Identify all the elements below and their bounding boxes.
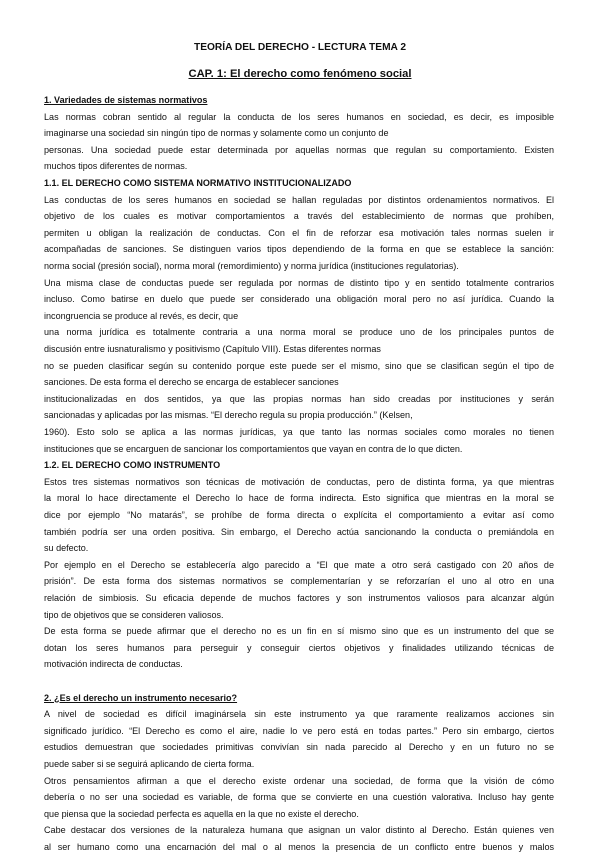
section-heading: 1.1. EL DERECHO COMO SISTEMA NORMATIVO INSTITUCIONALIZADO bbox=[44, 178, 352, 188]
text-line: muchos tipos diferentes de normas. bbox=[44, 161, 188, 172]
text-line: imaginarse una sociedad sin ningún tipo de normas y solamente como un conjunto de bbox=[44, 128, 389, 139]
text-line: que piensa que la sociedad perfecta es aquella en la que no existe el derecho. bbox=[44, 808, 359, 819]
text-line: Una misma clase de conductas puede ser regulada por normas de distinto tipo y en sentido totalmente contrarios bbox=[44, 277, 554, 288]
text-line: motivación indirecta de conductas. bbox=[44, 659, 183, 670]
text-line: su defecto. bbox=[44, 543, 89, 554]
text-line: puede saber si se seguirá aplicando de cierta forma. bbox=[44, 759, 255, 769]
text-line: dotan los seres humanos para perseguir y conseguir ciertos objetivos y finalidades utilizando técnicas de bbox=[44, 642, 554, 653]
text-line: sancionadas y aplicadas por las mismas. “El derecho regula su propia producción.” (Kelsen, bbox=[44, 410, 413, 421]
text-line: acompañadas de sanciones. Se distinguen varios tipos dependiendo de la forma en que se establece la sanción: bbox=[44, 244, 554, 255]
text-line: norma social (presión social), norma moral (remordimiento) y norma jurídica (instituciones regulatorias). bbox=[44, 261, 459, 271]
text-line: prisión”. De esta forma dos sistemas normativos se complementarían y se reforzarían el uno al otro en una bbox=[44, 576, 554, 587]
text-line: A nivel de sociedad es difícil imaginársela sin este instrumento ya que raramente realizamos acciones sin bbox=[44, 709, 554, 720]
text-line: Las conductas de los seres humanos en sociedad se hallan reguladas por distintos ordenamientos normativos. El bbox=[44, 194, 554, 205]
text-line: relación de simbiosis. Su eficacia depende de muchos factores y son instrumentos valiosos para alcanzar algún bbox=[44, 593, 554, 603]
text-line: personas. Una sociedad puede estar determinada por aquellas normas que regulan su comportamiento. Existen bbox=[44, 144, 554, 155]
text-line: la moral lo hace directamente el Derecho lo hace de forma indirecta. Esto significa que mientras en la moral se bbox=[44, 493, 554, 504]
text-line: incluso. Como batirse en duelo que puede ser considerado una obligación moral pero no así jurídica. Cuando la bbox=[44, 294, 554, 305]
text-line: Estos tres sistemas normativos son técnicas de motivación de conductas, pero de distinta forma, ya que mientras bbox=[44, 476, 554, 487]
text-line: discusión entre iusnaturalismo y positivismo (Capítulo VIII). Estas diferentes normas bbox=[44, 344, 381, 354]
text-line: dice por ejemplo “No matarás”, se prohíbe de forma directa o explícita el comportamiento a evitar así como bbox=[44, 510, 554, 520]
text-line: al ser humano como una encarnación del mal o al menos la presencia de un conflicto entre buenos y malos bbox=[44, 842, 554, 852]
text-line: significado jurídico. “El Derecho es como el aire, nadie lo ve pero está en todas partes.” Pero sin embargo, ciertos bbox=[44, 725, 554, 736]
document-title: TEORÍA DEL DERECHO - LECTURA TEMA 2 bbox=[193, 42, 407, 53]
text-line: 1960). Esto solo se aplica a las normas jurídicas, ya que tanto las normas sociales como morales no tienen bbox=[44, 427, 554, 437]
text-line: Otros pensamientos afirman a que el derecho existe ordenar una sociedad, de forma que la visión de cómo bbox=[44, 775, 554, 786]
text-line: instituciones que se encarguen de sancionar los comportamientos que vayan en contra de lo que dicten. bbox=[44, 443, 463, 454]
text-line: debería o no ser una sociedad es variable, de forma que se convierte en una cuestión valorativa. Incluso hay gente bbox=[44, 792, 554, 803]
section-heading: 2. ¿Es el derecho un instrumento necesario? bbox=[44, 692, 238, 703]
section-heading: 1.2. EL DERECHO COMO INSTRUMENTO bbox=[44, 460, 221, 471]
text-line: también podría ser una orden positiva. Sin embargo, el Derecho actúa sancionando la conducta o premiándola en bbox=[44, 526, 554, 537]
section-heading: 1. Variedades de sistemas normativos bbox=[44, 95, 208, 105]
text-line: no se pueden clasificar según su contenido porque este puede ser el mismo, sino que se clasifican según el tipo de bbox=[44, 360, 554, 371]
text-line: Por ejemplo en el Derecho se establecería algo parecido a “El que mate a otro será castigado con 20 años de bbox=[44, 559, 554, 570]
chapter-heading: CAP. 1: El derecho como fenómeno social bbox=[188, 68, 412, 80]
text-line: Las normas cobran sentido al regular la conducta de los seres humanos en sociedad, es decir, es imposible bbox=[44, 111, 554, 122]
text-line: sanciones. De esta forma el derecho se encarga de establecer sanciones bbox=[44, 377, 339, 388]
text-line: permiten u obligan la realización de conductas. Con el fin de reforzar esa motivación tales normas suelen ir bbox=[44, 227, 554, 238]
text-line: una norma jurídica es totalmente contraria a una norma moral se produce uno de los principales puntos de bbox=[44, 327, 554, 338]
text-line: incongruencia se produce al revés, es decir, que bbox=[44, 310, 239, 321]
text-line: estudios demuestran que sociedades primitivas convivían sin nada parecido al Derecho y en un futuro no se bbox=[44, 742, 554, 753]
text-line: Cabe destacar dos versiones de la naturaleza humana que asignan un valor distinto al Derecho. Están quienes ven bbox=[44, 825, 554, 836]
text-line: institucionalizadas en dos sentidos, ya que las propias normas han sido creadas por instituciones y serán bbox=[44, 393, 554, 404]
text-line: tipo de objetivos que se consideren valiosos. bbox=[44, 609, 224, 620]
text-line: objetivo de los cuales es motivar comportamientos a través del establecimiento de normas que prohíben, bbox=[44, 211, 554, 222]
text-line: De esta forma se puede afirmar que el derecho no es un fin en sí mismo sino que es un instrumento del que se bbox=[44, 626, 554, 637]
